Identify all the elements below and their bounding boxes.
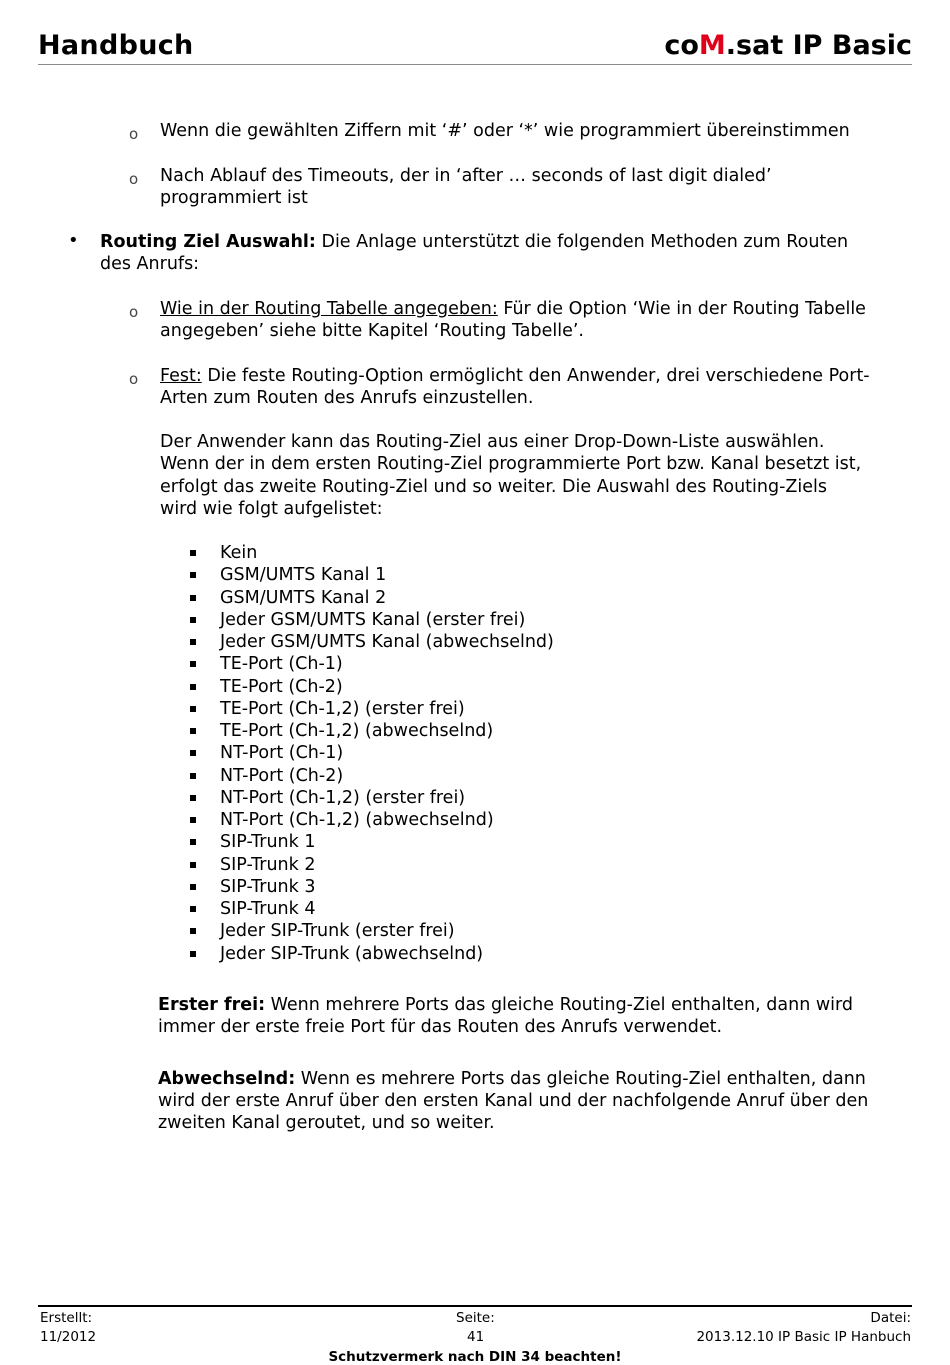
footer-page-value: 41 xyxy=(467,1329,485,1345)
square-bullet-icon xyxy=(190,550,196,556)
square-bullet-icon xyxy=(190,839,196,845)
sub-item-timeout-line1: Nach Ablauf des Timeouts, der in ‘after … seconds of last digit dialed’ xyxy=(160,166,772,186)
paragraph-line4: wird wie folgt aufgelistet: xyxy=(160,499,383,519)
list-item: NT-Port (Ch-1,2) (abwechselnd) xyxy=(220,810,494,830)
first-free-label: Erster frei: xyxy=(158,995,266,1015)
option-fixed-line2: Arten zum Routen des Anrufs einzustellen. xyxy=(160,388,534,408)
first-free-text: Wenn mehrere Ports das gleiche Routing-Ziel enthalten, dann wird xyxy=(265,995,854,1015)
first-free-line2: immer der erste freie Port für das Routen des Anrufs verwendet. xyxy=(158,1017,723,1037)
list-item: TE-Port (Ch-1) xyxy=(220,654,343,674)
list-item: SIP-Trunk 1 xyxy=(220,832,316,852)
square-bullet-icon xyxy=(190,884,196,890)
brand-m: M xyxy=(698,30,726,61)
circle-bullet-icon: o xyxy=(129,370,139,388)
square-bullet-icon xyxy=(190,617,196,623)
page-header xyxy=(38,26,912,65)
sub-item-digits: Wenn die gewählten Ziffern mit ‘#’ oder ‘*’ wie programmiert übereinstimmen xyxy=(160,121,850,141)
footer-divider xyxy=(38,1305,912,1307)
footer-file-value: 2013.12.10 IP Basic IP Hanbuch xyxy=(696,1329,911,1345)
circle-bullet-icon: o xyxy=(129,125,139,143)
list-item: SIP-Trunk 4 xyxy=(220,899,316,919)
list-item: NT-Port (Ch-1) xyxy=(220,743,344,763)
brand-sat: sat xyxy=(736,30,784,61)
list-item: NT-Port (Ch-2) xyxy=(220,766,344,786)
list-item: TE-Port (Ch-1,2) (erster frei) xyxy=(220,699,465,719)
option-table-line2: angegeben’ siehe bitte Kapitel ‘Routing Tabelle’. xyxy=(160,321,584,341)
square-bullet-icon xyxy=(190,661,196,667)
square-bullet-icon xyxy=(190,862,196,868)
paragraph-line3: erfolgt das zweite Routing-Ziel und so weiter. Die Auswahl des Routing-Ziels xyxy=(160,477,827,497)
brand-co: co xyxy=(664,30,699,61)
list-item: NT-Port (Ch-1,2) (erster frei) xyxy=(220,788,466,808)
square-bullet-icon xyxy=(190,684,196,690)
footer-file-label: Datei: xyxy=(870,1310,911,1326)
option-fixed-label: Fest: xyxy=(160,366,202,386)
list-item: Jeder SIP-Trunk (erster frei) xyxy=(220,921,455,941)
list-item: Jeder GSM/UMTS Kanal (abwechselnd) xyxy=(220,632,554,652)
square-bullet-icon xyxy=(190,928,196,934)
option-fixed-line1 xyxy=(160,365,870,387)
square-bullet-icon xyxy=(190,951,196,957)
square-bullet-icon xyxy=(190,595,196,601)
list-item: TE-Port (Ch-1,2) (abwechselnd) xyxy=(220,721,494,741)
list-item: TE-Port (Ch-2) xyxy=(220,677,343,697)
routing-target-line2: des Anrufs: xyxy=(100,254,200,274)
footer-created-label: Erstellt: xyxy=(40,1310,93,1326)
alternating-line1 xyxy=(158,1068,866,1090)
alternating-text: Wenn es mehrere Ports das gleiche Routing-Ziel enthalten, dann xyxy=(295,1069,866,1089)
circle-bullet-icon: o xyxy=(129,170,139,188)
routing-target-line1 xyxy=(100,231,848,253)
brand-dot: . xyxy=(725,30,737,61)
sub-item-timeout-line2: programmiert ist xyxy=(160,188,308,208)
footer-created-value: 11/2012 xyxy=(40,1329,97,1345)
alternating-line2: wird der erste Anruf über den ersten Kanal und der nachfolgende Anruf über den xyxy=(158,1091,869,1111)
list-item: GSM/UMTS Kanal 2 xyxy=(220,588,387,608)
footer-protection-notice: Schutzvermerk nach DIN 34 beachten! xyxy=(328,1349,622,1365)
paragraph-line1: Der Anwender kann das Routing-Ziel aus einer Drop-Down-Liste auswählen. xyxy=(160,432,825,452)
header-brand xyxy=(664,30,912,61)
option-table-label: Wie in der Routing Tabelle angegeben: xyxy=(160,299,498,319)
square-bullet-icon xyxy=(190,728,196,734)
circle-bullet-icon: o xyxy=(129,303,139,321)
square-bullet-icon xyxy=(190,572,196,578)
square-bullet-icon xyxy=(190,706,196,712)
option-table-text: Für die Option ‘Wie in der Routing Tabelle xyxy=(497,299,866,319)
square-bullet-icon xyxy=(190,750,196,756)
list-item: SIP-Trunk 2 xyxy=(220,855,316,875)
square-bullet-icon xyxy=(190,639,196,645)
paragraph-line2: Wenn der in dem ersten Routing-Ziel programmierte Port bzw. Kanal besetzt ist, xyxy=(160,454,862,474)
square-bullet-icon xyxy=(190,817,196,823)
list-item: Jeder SIP-Trunk (abwechselnd) xyxy=(220,944,484,964)
square-bullet-icon xyxy=(190,773,196,779)
header-title: Handbuch xyxy=(38,30,194,61)
first-free-line1 xyxy=(158,994,853,1016)
routing-target-label: Routing Ziel Auswahl: xyxy=(100,232,316,252)
option-fixed-text: Die feste Routing-Option ermöglicht den Anwender, drei verschiedene Port- xyxy=(201,366,870,386)
bullet-icon: • xyxy=(68,230,79,251)
list-item: GSM/UMTS Kanal 1 xyxy=(220,565,387,585)
option-table-line1 xyxy=(160,298,866,320)
square-bullet-icon xyxy=(190,906,196,912)
list-item: Jeder GSM/UMTS Kanal (erster frei) xyxy=(220,610,526,630)
list-item: SIP-Trunk 3 xyxy=(220,877,316,897)
list-item: Kein xyxy=(220,543,258,563)
footer-page-label: Seite: xyxy=(456,1310,495,1326)
alternating-label: Abwechselnd: xyxy=(158,1069,296,1089)
routing-target-text: Die Anlage unterstützt die folgenden Methoden zum Routen xyxy=(315,232,849,252)
square-bullet-icon xyxy=(190,795,196,801)
brand-product: IP Basic xyxy=(783,30,912,61)
alternating-line3: zweiten Kanal geroutet, und so weiter. xyxy=(158,1113,495,1133)
